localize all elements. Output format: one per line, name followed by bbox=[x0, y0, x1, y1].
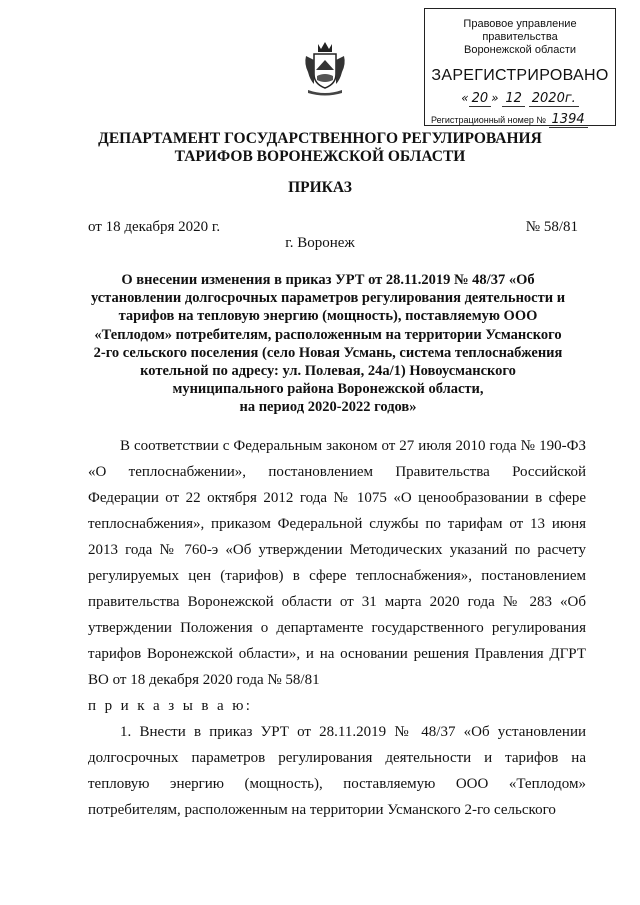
order-date: от 18 декабря 2020 г. bbox=[88, 219, 221, 235]
stamp-date-month: 12 bbox=[502, 91, 525, 107]
subject-line: 2-го сельского поселения (село Новая Усмань, система теплоснабжения bbox=[93, 344, 563, 361]
stamp-reg-label: Регистрационный номер № bbox=[431, 115, 547, 125]
subject-line: О внесении изменения в приказ УРТ от 28.11.2019 № 48/37 «Об bbox=[121, 272, 535, 288]
order-body bbox=[88, 433, 586, 823]
stamp-org-line2: Воронежской области bbox=[463, 44, 576, 56]
stamp-org-line1: Правовое управление правительства bbox=[463, 18, 577, 43]
stamp-reg-number-value: 1394 bbox=[549, 112, 588, 128]
registration-stamp bbox=[424, 8, 616, 126]
body-paragraph-item-1: 1. Внести в приказ УРТ от 28.11.2019 № 48/37 «Об установлении долгосрочных параметров регулирования деятельности и тарифов на тепловую энергию (мощность), поставляемую ООО «Теплодом» потребителям, расположенным на территории Усманского 2-го сельского bbox=[88, 724, 586, 818]
stamp-organization bbox=[425, 18, 615, 57]
stamp-registered-label: ЗАРЕГИСТРИРОВАНО bbox=[431, 67, 609, 84]
stamp-reg-number bbox=[425, 113, 615, 127]
subject-line: тарифов на тепловую энергию (мощность), поставляемую ООО bbox=[118, 308, 538, 325]
department-line2: ТАРИФОВ ВОРОНЕЖСКОЙ ОБЛАСТИ bbox=[174, 148, 466, 165]
subject-line: установлении долгосрочных параметров регулирования деятельности и bbox=[90, 290, 566, 307]
order-directive-word: п р и к а з ы в а ю: bbox=[88, 698, 253, 714]
stamp-date-day: 20 bbox=[469, 91, 492, 107]
body-paragraph-preamble: В соответствии с Федеральным законом от 27 июля 2010 года № 190-ФЗ «О теплоснабжении», постановлением Правительства Российской Федерации от 22 октября 2012 года № 1075 «О ценообразовании в сфере теплоснабжения», приказом Федеральной службы по тарифам от 13 июня 2013 года № 760-э «Об утверждении Методических указаний по расчету регулируемых цен (тарифов) в сфере теплоснабжения», постановлением правительства Воронежской области от 31 марта 2020 года № 283 «Об утверждении Положения о департаменте государственного регулирования тарифов Воронежской области», и на основании решения Правления ДГРТ ВО от 18 декабря 2020 года № 58/81 bbox=[88, 438, 586, 688]
order-date-row bbox=[88, 219, 578, 236]
order-title: ПРИКАЗ bbox=[288, 179, 352, 196]
stamp-date-year: 2020г. bbox=[529, 91, 579, 107]
department-heading bbox=[0, 130, 640, 166]
department-line1: ДЕПАРТАМЕНТ ГОСУДАРСТВЕННОГО РЕГУЛИРОВАНИЯ bbox=[98, 130, 542, 147]
subject-line: «Теплодом» потребителям, расположенным на территории Усманского bbox=[94, 326, 562, 343]
stamp-date: « 20 » 12 2020г. bbox=[425, 92, 615, 105]
order-subject bbox=[80, 271, 576, 417]
order-city: г. Воронеж bbox=[285, 235, 355, 251]
subject-line: котельной по адресу: ул. Полевая, 24а/1) Новоусманского bbox=[140, 363, 516, 380]
voronezh-coat-of-arms-icon bbox=[302, 40, 348, 98]
subject-line: муниципального района Воронежской области, bbox=[172, 381, 484, 398]
subject-line: на период 2020-2022 годов» bbox=[239, 399, 417, 416]
order-number: № 58/81 bbox=[525, 219, 578, 235]
